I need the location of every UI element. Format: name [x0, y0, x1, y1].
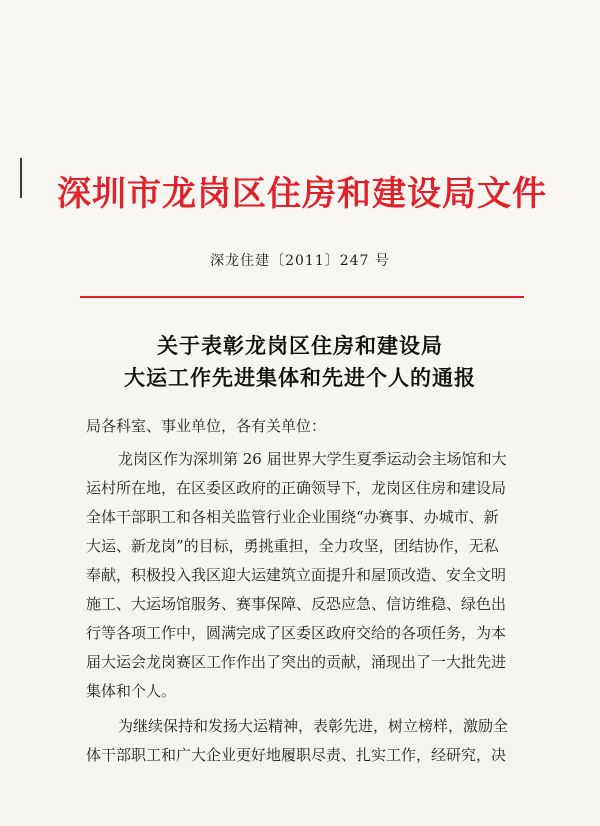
title-line-2: 大运工作先进集体和先进个人的通报	[124, 365, 476, 390]
body-line: 奉献，积极投入我区迎大运建筑立面提升和屋顶改造、安全文明	[86, 566, 507, 584]
margin-mark	[20, 158, 22, 198]
body-line: 体干部职工和广大企业更好地履职尽责、扎实工作，经研究，决	[86, 746, 507, 764]
body-line: 全体干部职工和各相关监管行业企业围绕“办赛事、办城市、新	[86, 508, 499, 526]
body-line: 集体和个人。	[86, 682, 177, 700]
body-line: 届大运会龙岗赛区工作作出了突出的贡献，涌现出了一大批先进	[86, 653, 507, 671]
body-line: 行等各项工作中，圆满完成了区委区政府交给的各项任务，为本	[86, 624, 507, 642]
title-line-1: 关于表彰龙岗区住房和建设局	[157, 333, 443, 358]
issuer-header: 深圳市龙岗区住房和建设局文件	[57, 174, 547, 214]
document-number: 深龙住建〔2011〕247 号	[210, 253, 390, 269]
red-divider-line	[80, 296, 524, 298]
body-line: 运村所在地，在区委区政府的正确领导下，龙岗区住房和建设局	[86, 479, 507, 497]
body-line: 施工、大运场馆服务、赛事保障、反恐应急、信访维稳、绿色出	[86, 595, 507, 613]
salutation: 局各科室、事业单位，各有关单位：	[86, 417, 327, 435]
body-line: 为继续保持和发扬大运精神，表彰先进，树立榜样，激励全	[118, 717, 509, 735]
body-line: 大运、新龙岗”的目标，勇挑重担，全力攻坚，团结协作，无私	[86, 537, 499, 555]
body-line: 龙岗区作为深圳第 26 届世界大学生夏季运动会主场馆和大	[118, 450, 507, 468]
